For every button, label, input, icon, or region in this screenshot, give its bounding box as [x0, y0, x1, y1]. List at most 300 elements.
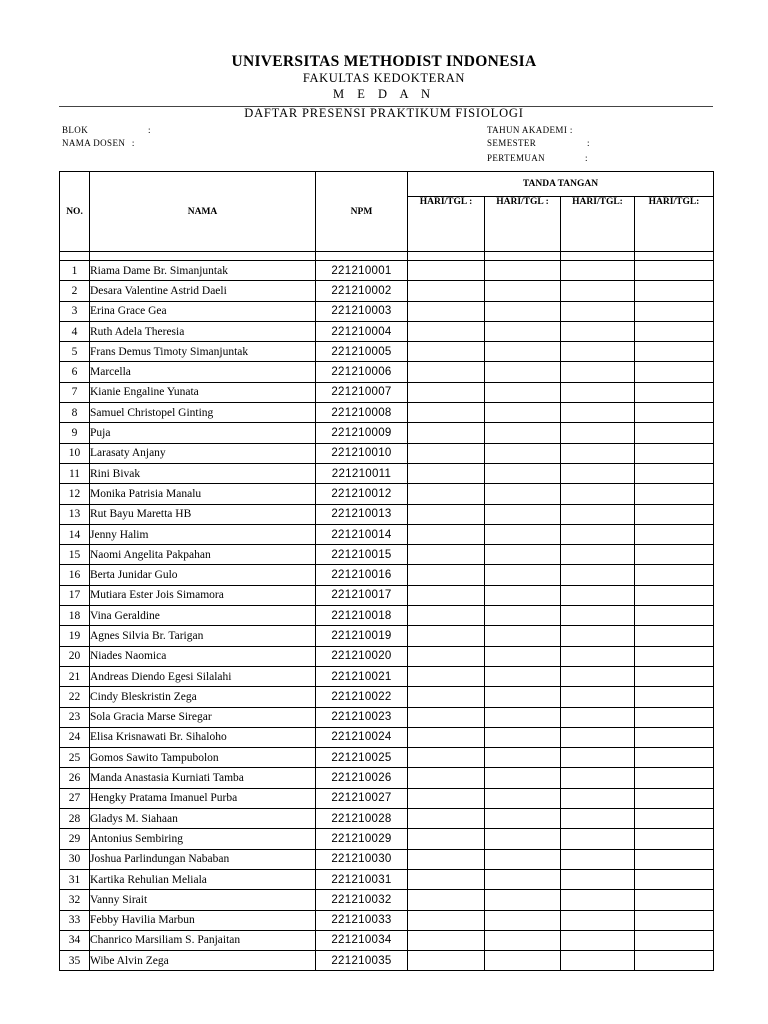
row-number: 6 — [60, 362, 90, 382]
student-name: Joshua Parlindungan Nababan — [90, 849, 316, 869]
student-name: Chanrico Marsiliam S. Panjaitan — [90, 930, 316, 950]
header-hari-tgl-1: HARI/TGL : — [408, 197, 485, 252]
signature-cell-1[interactable] — [408, 585, 485, 605]
signature-cell-1[interactable] — [408, 930, 485, 950]
signature-cell-4[interactable] — [635, 707, 714, 727]
signature-cell-2[interactable] — [485, 646, 561, 666]
signature-cell-4[interactable] — [635, 463, 714, 483]
signature-cell-2[interactable] — [485, 261, 561, 281]
table-row — [60, 910, 714, 930]
row-number: 26 — [60, 768, 90, 788]
student-npm: 221210003 — [316, 301, 408, 321]
signature-cell-3[interactable] — [561, 646, 635, 666]
signature-cell-3[interactable] — [561, 403, 635, 423]
signature-cell-4[interactable] — [635, 748, 714, 768]
signature-cell-3[interactable] — [561, 606, 635, 626]
student-npm: 221210024 — [316, 727, 408, 747]
signature-cell-3[interactable] — [561, 687, 635, 707]
student-name: Rut Bayu Maretta HB — [90, 504, 316, 524]
signature-cell-2[interactable] — [485, 321, 561, 341]
signature-cell-4[interactable] — [635, 869, 714, 889]
signature-cell-3[interactable] — [561, 362, 635, 382]
signature-cell-1[interactable] — [408, 687, 485, 707]
table-row — [60, 788, 714, 808]
table-row — [60, 666, 714, 686]
signature-cell-4[interactable] — [635, 423, 714, 443]
student-name: Marcella — [90, 362, 316, 382]
student-npm: 221210014 — [316, 524, 408, 544]
signature-cell-1[interactable] — [408, 646, 485, 666]
signature-cell-4[interactable] — [635, 261, 714, 281]
student-npm: 221210005 — [316, 342, 408, 362]
signature-cell-3[interactable] — [561, 829, 635, 849]
student-name: Gomos Sawito Tampubolon — [90, 748, 316, 768]
signature-cell-2[interactable] — [485, 484, 561, 504]
row-number: 21 — [60, 666, 90, 686]
signature-cell-2[interactable] — [485, 910, 561, 930]
signature-cell-1[interactable] — [408, 626, 485, 646]
header-hari-tgl-2: HARI/TGL : — [485, 197, 561, 252]
tahun-akademi-label: TAHUN AKADEMI — [487, 125, 568, 135]
signature-cell-2[interactable] — [485, 809, 561, 829]
student-name: Sola Gracia Marse Siregar — [90, 707, 316, 727]
student-npm: 221210011 — [316, 463, 408, 483]
signature-cell-2[interactable] — [485, 930, 561, 950]
signature-cell-2[interactable] — [485, 382, 561, 402]
signature-cell-1[interactable] — [408, 707, 485, 727]
student-name: Rini Bivak — [90, 463, 316, 483]
signature-cell-1[interactable] — [408, 829, 485, 849]
student-name: Larasaty Anjany — [90, 443, 316, 463]
student-npm: 221210009 — [316, 423, 408, 443]
student-name: Gladys M. Siahaan — [90, 809, 316, 829]
signature-cell-1[interactable] — [408, 748, 485, 768]
student-npm: 221210023 — [316, 707, 408, 727]
signature-cell-2[interactable] — [485, 727, 561, 747]
signature-cell-4[interactable] — [635, 504, 714, 524]
faculty-name: FAKULTAS KEDOKTERAN — [302, 71, 466, 85]
signature-cell-2[interactable] — [485, 362, 561, 382]
signature-cell-3[interactable] — [561, 951, 635, 971]
student-name: Antonius Sembiring — [90, 829, 316, 849]
table-row — [60, 443, 714, 463]
signature-cell-1[interactable] — [408, 910, 485, 930]
row-number: 20 — [60, 646, 90, 666]
signature-cell-3[interactable] — [561, 484, 635, 504]
student-npm: 221210030 — [316, 849, 408, 869]
signature-cell-4[interactable] — [635, 301, 714, 321]
header-hari-tgl-3: HARI/TGL: — [561, 197, 635, 252]
signature-cell-4[interactable] — [635, 565, 714, 585]
meta-tahun-akademi — [487, 125, 573, 135]
row-number: 23 — [60, 707, 90, 727]
table-row — [60, 930, 714, 950]
table-row — [60, 727, 714, 747]
table-row — [60, 951, 714, 971]
meta-pertemuan — [487, 153, 588, 163]
signature-cell-1[interactable] — [408, 463, 485, 483]
signature-cell-4[interactable] — [635, 910, 714, 930]
signature-cell-3[interactable] — [561, 565, 635, 585]
header-no: NO. — [60, 172, 90, 252]
row-number: 30 — [60, 849, 90, 869]
signature-cell-2[interactable] — [485, 768, 561, 788]
table-row — [60, 342, 714, 362]
signature-cell-2[interactable] — [485, 951, 561, 971]
signature-cell-2[interactable] — [485, 626, 561, 646]
attendance-table — [59, 171, 714, 971]
student-npm: 221210006 — [316, 362, 408, 382]
signature-cell-1[interactable] — [408, 443, 485, 463]
signature-cell-1[interactable] — [408, 869, 485, 889]
signature-cell-4[interactable] — [635, 727, 714, 747]
signature-cell-4[interactable] — [635, 829, 714, 849]
signature-cell-3[interactable] — [561, 504, 635, 524]
signature-cell-4[interactable] — [635, 890, 714, 910]
row-number: 1 — [60, 261, 90, 281]
signature-cell-4[interactable] — [635, 666, 714, 686]
signature-cell-3[interactable] — [561, 301, 635, 321]
row-number: 14 — [60, 524, 90, 544]
row-number: 10 — [60, 443, 90, 463]
signature-cell-3[interactable] — [561, 748, 635, 768]
student-npm: 221210021 — [316, 666, 408, 686]
nama-dosen-label: NAMA DOSEN — [62, 138, 126, 148]
signature-cell-2[interactable] — [485, 403, 561, 423]
student-npm: 221210028 — [316, 809, 408, 829]
signature-cell-4[interactable] — [635, 342, 714, 362]
student-npm: 221210025 — [316, 748, 408, 768]
table-row — [60, 524, 714, 544]
table-row — [60, 565, 714, 585]
signature-cell-4[interactable] — [635, 768, 714, 788]
row-number: 2 — [60, 281, 90, 301]
student-name: Cindy Bleskristin Zega — [90, 687, 316, 707]
row-number: 31 — [60, 869, 90, 889]
table-row — [60, 281, 714, 301]
signature-cell-3[interactable] — [561, 463, 635, 483]
student-npm: 221210015 — [316, 545, 408, 565]
table-row — [60, 504, 714, 524]
signature-cell-2[interactable] — [485, 687, 561, 707]
signature-cell-1[interactable] — [408, 321, 485, 341]
signature-cell-4[interactable] — [635, 809, 714, 829]
row-number: 15 — [60, 545, 90, 565]
signature-cell-3[interactable] — [561, 707, 635, 727]
student-name: Riama Dame Br. Simanjuntak — [90, 261, 316, 281]
student-name: Frans Demus Timoty Simanjuntak — [90, 342, 316, 362]
student-name: Elisa Krisnawati Br. Sihaloho — [90, 727, 316, 747]
table-row — [60, 869, 714, 889]
row-number: 17 — [60, 585, 90, 605]
blok-separator: : — [148, 125, 151, 135]
row-number: 22 — [60, 687, 90, 707]
signature-cell-2[interactable] — [485, 829, 561, 849]
signature-cell-2[interactable] — [485, 890, 561, 910]
table-row — [60, 768, 714, 788]
row-number: 25 — [60, 748, 90, 768]
signature-cell-3[interactable] — [561, 727, 635, 747]
student-npm: 221210002 — [316, 281, 408, 301]
signature-cell-2[interactable] — [485, 504, 561, 524]
student-name: Andreas Diendo Egesi Silalahi — [90, 666, 316, 686]
student-npm: 221210001 — [316, 261, 408, 281]
row-number: 19 — [60, 626, 90, 646]
row-number: 3 — [60, 301, 90, 321]
student-npm: 221210029 — [316, 829, 408, 849]
signature-cell-2[interactable] — [485, 281, 561, 301]
student-name: Samuel Christopel Ginting — [90, 403, 316, 423]
student-npm: 221210035 — [316, 951, 408, 971]
blok-label: BLOK — [62, 125, 89, 135]
student-npm: 221210022 — [316, 687, 408, 707]
signature-cell-1[interactable] — [408, 606, 485, 626]
student-name: Kartika Rehulian Meliala — [90, 869, 316, 889]
row-number: 24 — [60, 727, 90, 747]
row-number: 16 — [60, 565, 90, 585]
signature-cell-1[interactable] — [408, 403, 485, 423]
student-npm: 221210031 — [316, 869, 408, 889]
signature-cell-4[interactable] — [635, 321, 714, 341]
signature-cell-4[interactable] — [635, 362, 714, 382]
signature-cell-1[interactable] — [408, 545, 485, 565]
signature-cell-3[interactable] — [561, 321, 635, 341]
signature-cell-4[interactable] — [635, 443, 714, 463]
row-number: 33 — [60, 910, 90, 930]
row-number: 18 — [60, 606, 90, 626]
student-npm: 221210013 — [316, 504, 408, 524]
signature-cell-3[interactable] — [561, 626, 635, 646]
signature-cell-2[interactable] — [485, 606, 561, 626]
student-npm: 221210010 — [316, 443, 408, 463]
table-row — [60, 484, 714, 504]
signature-cell-2[interactable] — [485, 707, 561, 727]
row-number: 11 — [60, 463, 90, 483]
semester-label: SEMESTER — [487, 138, 537, 148]
signature-cell-3[interactable] — [561, 382, 635, 402]
signature-cell-4[interactable] — [635, 626, 714, 646]
signature-cell-2[interactable] — [485, 301, 561, 321]
student-name: Wibe Alvin Zega — [90, 951, 316, 971]
signature-cell-1[interactable] — [408, 301, 485, 321]
student-npm: 221210026 — [316, 768, 408, 788]
student-name: Agnes Silvia Br. Tarigan — [90, 626, 316, 646]
meta-semester — [487, 138, 590, 148]
table-row — [60, 423, 714, 443]
row-number: 13 — [60, 504, 90, 524]
signature-cell-3[interactable] — [561, 809, 635, 829]
row-number: 12 — [60, 484, 90, 504]
table-row — [60, 890, 714, 910]
student-name: Jenny Halim — [90, 524, 316, 544]
student-name: Niades Naomica — [90, 646, 316, 666]
signature-cell-4[interactable] — [635, 788, 714, 808]
student-name: Erina Grace Gea — [90, 301, 316, 321]
signature-cell-3[interactable] — [561, 849, 635, 869]
signature-cell-3[interactable] — [561, 545, 635, 565]
table-row — [60, 646, 714, 666]
signature-cell-2[interactable] — [485, 869, 561, 889]
signature-cell-4[interactable] — [635, 951, 714, 971]
student-npm: 221210033 — [316, 910, 408, 930]
header-hari-tgl-4: HARI/TGL: — [635, 197, 714, 252]
pertemuan-label: PERTEMUAN — [487, 153, 546, 163]
signature-cell-2[interactable] — [485, 788, 561, 808]
tahun-akademi-separator: : — [569, 125, 573, 135]
header-npm: NPM — [316, 172, 408, 252]
table-row — [60, 403, 714, 423]
meta-nama-dosen — [62, 138, 135, 148]
signature-cell-2[interactable] — [485, 342, 561, 362]
signature-cell-1[interactable] — [408, 788, 485, 808]
student-npm: 221210020 — [316, 646, 408, 666]
signature-cell-2[interactable] — [485, 666, 561, 686]
row-number: 7 — [60, 382, 90, 402]
signature-cell-4[interactable] — [635, 403, 714, 423]
signature-cell-3[interactable] — [561, 869, 635, 889]
row-number: 28 — [60, 809, 90, 829]
signature-cell-4[interactable] — [635, 687, 714, 707]
row-number: 27 — [60, 788, 90, 808]
row-number: 9 — [60, 423, 90, 443]
signature-cell-3[interactable] — [561, 768, 635, 788]
attendance-rows — [60, 252, 714, 971]
row-number: 8 — [60, 403, 90, 423]
student-name: Manda Anastasia Kurniati Tamba — [90, 768, 316, 788]
university-name: UNIVERSITAS METHODIST INDONESIA — [231, 53, 537, 70]
row-number: 34 — [60, 930, 90, 950]
row-number: 4 — [60, 321, 90, 341]
signature-cell-2[interactable] — [485, 748, 561, 768]
signature-cell-4[interactable] — [635, 606, 714, 626]
student-name: Berta Junidar Gulo — [90, 565, 316, 585]
student-npm: 221210007 — [316, 382, 408, 402]
signature-cell-3[interactable] — [561, 281, 635, 301]
table-row — [60, 321, 714, 341]
signature-cell-1[interactable] — [408, 281, 485, 301]
signature-cell-4[interactable] — [635, 585, 714, 605]
signature-cell-3[interactable] — [561, 890, 635, 910]
signature-cell-2[interactable] — [485, 849, 561, 869]
table-row — [60, 585, 714, 605]
signature-cell-2[interactable] — [485, 545, 561, 565]
table-row — [60, 707, 714, 727]
student-name: Puja — [90, 423, 316, 443]
table-row — [60, 463, 714, 483]
signature-cell-4[interactable] — [635, 849, 714, 869]
signature-cell-4[interactable] — [635, 382, 714, 402]
row-number: 29 — [60, 829, 90, 849]
student-name: Naomi Angelita Pakpahan — [90, 545, 316, 565]
semester-separator: : — [587, 138, 590, 148]
signature-cell-3[interactable] — [561, 261, 635, 281]
signature-cell-1[interactable] — [408, 423, 485, 443]
signature-cell-1[interactable] — [408, 362, 485, 382]
signature-cell-2[interactable] — [485, 524, 561, 544]
city-name: M E D A N — [333, 87, 435, 101]
student-name: Desara Valentine Astrid Daeli — [90, 281, 316, 301]
spacer-row — [60, 252, 714, 261]
signature-cell-1[interactable] — [408, 768, 485, 788]
signature-cell-3[interactable] — [561, 524, 635, 544]
signature-cell-3[interactable] — [561, 585, 635, 605]
signature-cell-1[interactable] — [408, 565, 485, 585]
table-row — [60, 382, 714, 402]
signature-cell-3[interactable] — [561, 342, 635, 362]
student-name: Monika Patrisia Manalu — [90, 484, 316, 504]
signature-cell-1[interactable] — [408, 727, 485, 747]
header-tanda-tangan: TANDA TANGAN — [408, 172, 714, 197]
signature-cell-3[interactable] — [561, 930, 635, 950]
student-name: Vanny Sirait — [90, 890, 316, 910]
signature-cell-1[interactable] — [408, 504, 485, 524]
table-row — [60, 301, 714, 321]
header-nama: NAMA — [90, 172, 316, 252]
signature-cell-2[interactable] — [485, 423, 561, 443]
signature-cell-1[interactable] — [408, 342, 485, 362]
signature-cell-2[interactable] — [485, 443, 561, 463]
signature-cell-4[interactable] — [635, 524, 714, 544]
signature-cell-2[interactable] — [485, 585, 561, 605]
signature-cell-1[interactable] — [408, 484, 485, 504]
student-name: Mutiara Ester Jois Simamora — [90, 585, 316, 605]
signature-cell-4[interactable] — [635, 545, 714, 565]
row-number: 5 — [60, 342, 90, 362]
nama-dosen-separator: : — [131, 138, 135, 148]
student-npm: 221210019 — [316, 626, 408, 646]
signature-cell-1[interactable] — [408, 890, 485, 910]
student-npm: 221210016 — [316, 565, 408, 585]
student-npm: 221210027 — [316, 788, 408, 808]
student-name: Hengky Pratama Imanuel Purba — [90, 788, 316, 808]
table-row — [60, 362, 714, 382]
row-number: 32 — [60, 890, 90, 910]
student-npm: 221210018 — [316, 606, 408, 626]
table-row — [60, 829, 714, 849]
signature-cell-1[interactable] — [408, 809, 485, 829]
signature-cell-1[interactable] — [408, 524, 485, 544]
signature-cell-4[interactable] — [635, 281, 714, 301]
signature-cell-4[interactable] — [635, 930, 714, 950]
student-npm: 221210004 — [316, 321, 408, 341]
signature-cell-2[interactable] — [485, 463, 561, 483]
student-npm: 221210012 — [316, 484, 408, 504]
document-title: DAFTAR PRESENSI PRAKTIKUM FISIOLOGI — [244, 106, 524, 120]
student-npm: 221210008 — [316, 403, 408, 423]
signature-cell-3[interactable] — [561, 910, 635, 930]
signature-cell-4[interactable] — [635, 646, 714, 666]
signature-cell-3[interactable] — [561, 423, 635, 443]
table-row — [60, 809, 714, 829]
signature-cell-3[interactable] — [561, 443, 635, 463]
signature-cell-1[interactable] — [408, 382, 485, 402]
signature-cell-3[interactable] — [561, 788, 635, 808]
signature-cell-4[interactable] — [635, 484, 714, 504]
student-name: Vina Geraldine — [90, 606, 316, 626]
student-name: Kianie Engaline Yunata — [90, 382, 316, 402]
signature-cell-3[interactable] — [561, 666, 635, 686]
signature-cell-1[interactable] — [408, 666, 485, 686]
signature-cell-2[interactable] — [485, 565, 561, 585]
signature-cell-1[interactable] — [408, 261, 485, 281]
student-name: Ruth Adela Theresia — [90, 321, 316, 341]
table-row — [60, 261, 714, 281]
signature-cell-1[interactable] — [408, 849, 485, 869]
meta-blok — [62, 125, 151, 135]
table-row — [60, 849, 714, 869]
signature-cell-1[interactable] — [408, 951, 485, 971]
table-row — [60, 687, 714, 707]
